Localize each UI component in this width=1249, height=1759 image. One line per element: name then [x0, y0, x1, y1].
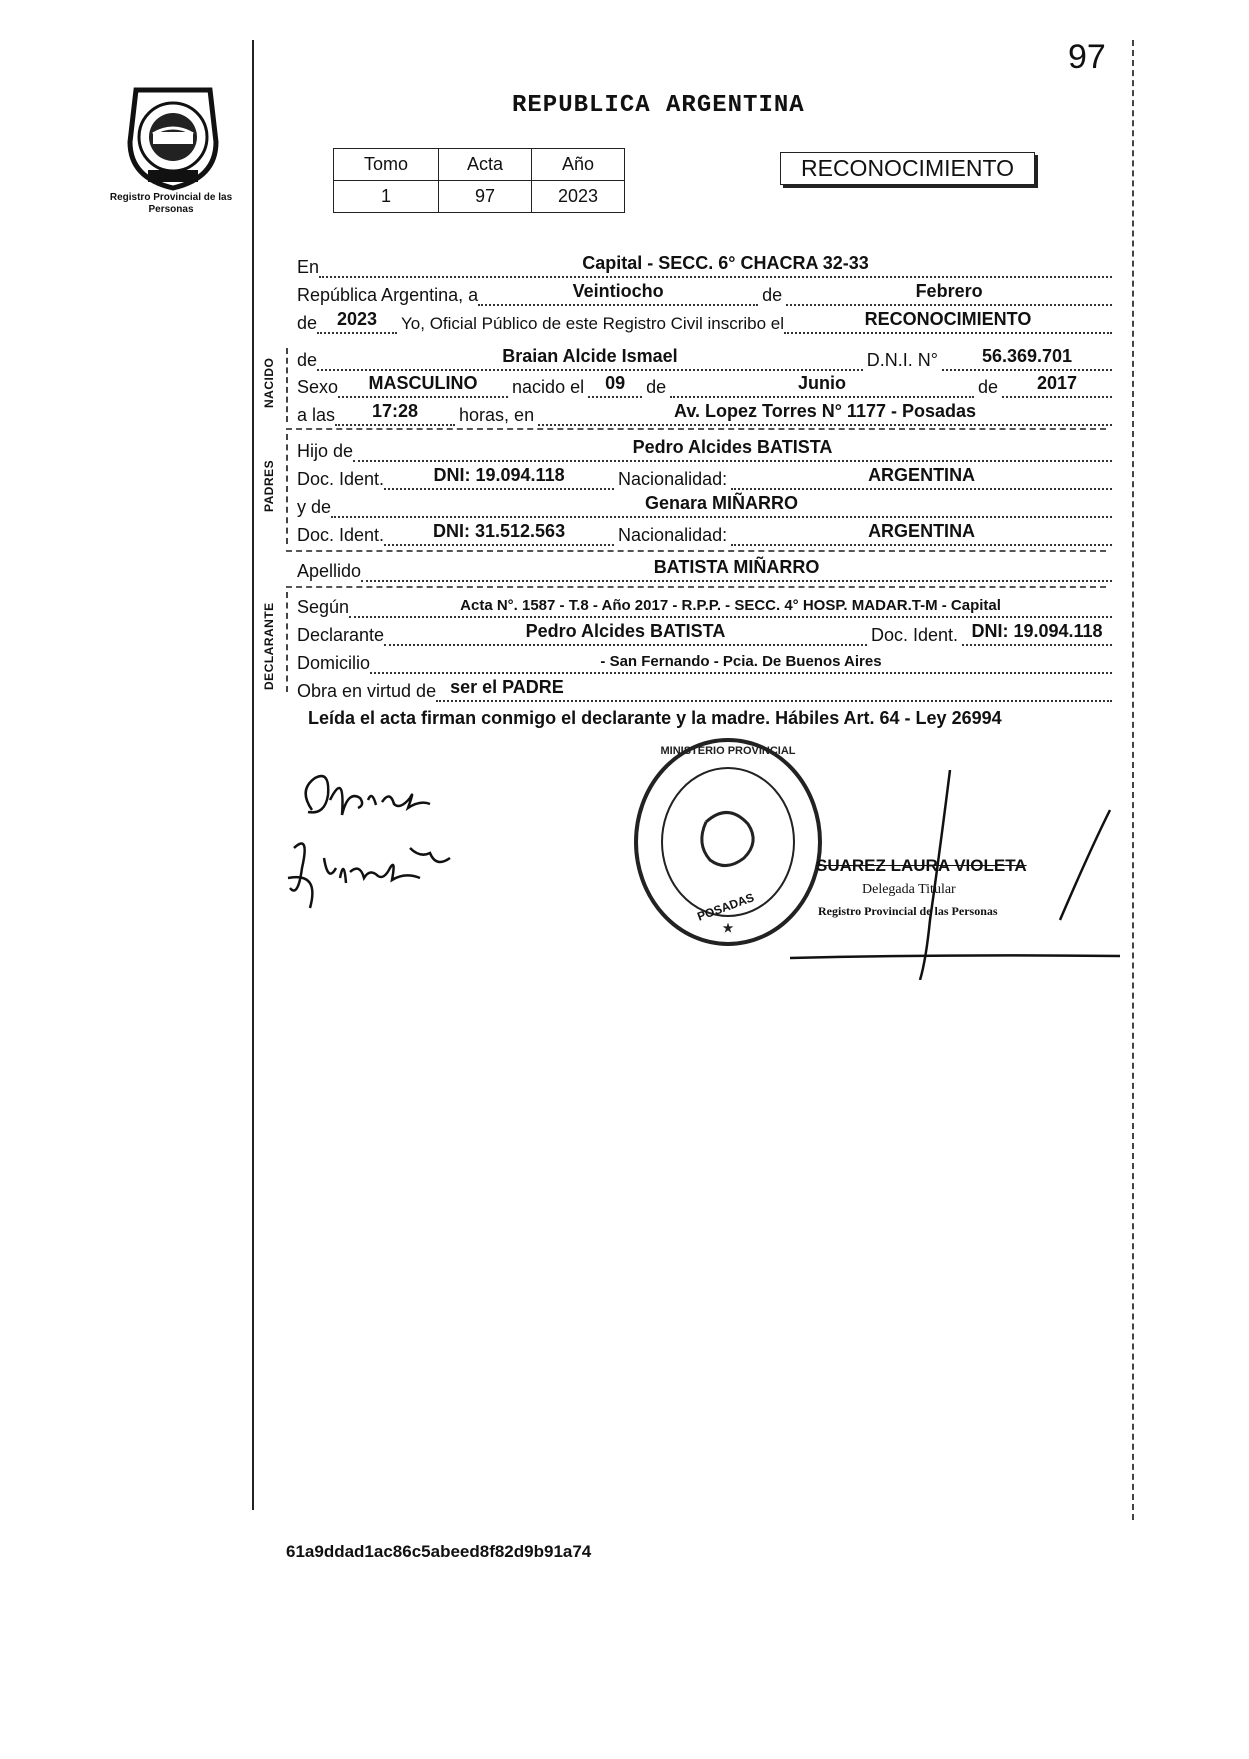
sexo-label: Sexo — [297, 377, 339, 397]
father-name-value: Pedro Alcides BATISTA — [632, 437, 833, 457]
stamp-city: POSADAS — [695, 890, 756, 924]
row-fecha — [297, 280, 1112, 306]
name-field — [317, 347, 863, 371]
nacido-bracket — [286, 348, 288, 422]
obra-value: ser el PADRE — [450, 677, 564, 697]
yde-label: y de — [297, 497, 332, 517]
oficial-text: Yo, Oficial Público de este Registro Civil inscribo el — [401, 314, 785, 333]
apellido-value: BATISTA MIÑARRO — [653, 557, 820, 577]
father-doc-field — [384, 466, 614, 490]
mother-nat-field — [731, 522, 1112, 546]
hijo-label: Hijo de — [297, 441, 354, 461]
de-year-label: de — [297, 313, 318, 333]
document-hash: 61a9ddad1ac86c5abeed8f82d9b91a74 — [286, 1542, 592, 1561]
page-number: 97 — [1068, 38, 1106, 76]
dni-value: 56.369.701 — [981, 346, 1073, 366]
svg-text:MINISTERIO PROVINCIAL: MINISTERIO PROVINCIAL — [660, 745, 796, 757]
horas-label: horas, en — [459, 405, 535, 425]
en-value: Capital - SECC. 6° CHACRA 32-33 — [582, 253, 869, 273]
anio-value: 2023 — [532, 181, 625, 213]
segun-field — [349, 594, 1112, 618]
act-value: RECONOCIMIENTO — [864, 309, 1032, 329]
row-hora — [297, 400, 1112, 426]
obra-field — [436, 678, 1112, 702]
act-field — [784, 310, 1112, 334]
official-role: Delegada Titular — [862, 882, 956, 897]
declarante-doc-field — [962, 622, 1112, 646]
separator-apellido — [286, 586, 1106, 588]
side-label-padres: PADRES — [262, 459, 276, 512]
republica-label: República Argentina, a — [297, 285, 479, 305]
row-madre-doc — [297, 520, 1112, 546]
mother-doc-field — [384, 522, 614, 546]
apellido-label: Apellido — [297, 561, 362, 581]
row-obra — [297, 676, 1112, 702]
acta-value: 97 — [439, 181, 532, 213]
side-label-nacido: NACIDO — [262, 357, 276, 408]
row-inscribo — [297, 308, 1112, 334]
de-label: de — [762, 285, 783, 305]
declarante-field — [384, 622, 867, 646]
day-field — [478, 282, 758, 306]
birth-day-field — [588, 374, 642, 398]
signature-madre — [280, 828, 470, 918]
official-name: SUAREZ LAURA VIOLETA — [816, 856, 1027, 875]
row-padre-doc — [297, 464, 1112, 490]
declarante-bracket — [286, 592, 288, 692]
birth-year-value: 2017 — [1036, 373, 1078, 393]
domicilio-value: - San Fernando - Pcia. De Buenos Aires — [600, 653, 882, 670]
en-field — [319, 254, 1112, 278]
side-label-declarante: DECLARANTE — [262, 602, 276, 690]
name-value: Braian Alcide Ismael — [502, 346, 678, 366]
row-declarante — [297, 620, 1112, 646]
day-value: Veintiocho — [572, 281, 664, 301]
registry-seal-logo — [118, 82, 228, 192]
separator-padres — [286, 550, 1106, 552]
mother-field — [331, 494, 1112, 518]
obra-label: Obra en virtud de — [297, 681, 437, 701]
row-madre — [297, 492, 1112, 518]
father-doc-label: Doc. Ident. — [297, 469, 385, 489]
acta-header: Acta — [439, 149, 532, 181]
mother-nat-label: Nacionalidad: — [618, 525, 728, 545]
dni-field — [942, 347, 1112, 371]
de-name-label: de — [297, 350, 318, 370]
father-doc-value: DNI: 19.094.118 — [433, 465, 565, 485]
place-value: Av. Lopez Torres N° 1177 - Posadas — [674, 401, 977, 421]
row-domicilio — [297, 648, 1112, 674]
mother-nat-value: ARGENTINA — [868, 521, 976, 541]
separator-nacido — [286, 428, 1106, 430]
declarante-label: Declarante — [297, 625, 385, 645]
tomo-value: 1 — [334, 181, 439, 213]
place-field — [538, 402, 1112, 426]
right-margin-line — [1132, 40, 1134, 1520]
svg-text:★: ★ — [722, 921, 734, 935]
registry-name: Registro Provincial de las Personas — [109, 192, 233, 215]
closing-statement: Leída el acta firman conmigo el declarante y la madre. Hábiles Art. 64 - Ley 26994 — [308, 708, 1002, 728]
row-padre — [297, 436, 1112, 462]
a-las-label: a las — [297, 405, 336, 425]
declarante-doc-label: Doc. Ident. — [870, 625, 958, 645]
sexo-field — [338, 374, 508, 398]
mother-doc-label: Doc. Ident. — [297, 525, 385, 545]
de-month-label: de — [646, 377, 667, 397]
mother-name-value: Genara MIÑARRO — [645, 493, 799, 513]
birth-month-value: Junio — [798, 373, 847, 393]
month-value: Febrero — [915, 281, 983, 301]
father-nat-label: Nacionalidad: — [618, 469, 728, 489]
declarante-value: Pedro Alcides BATISTA — [525, 621, 726, 641]
segun-value: Acta N°. 1587 - T.8 - Año 2017 - R.P.P. - SECC. 4° HOSP. MADAR.T-M - Capital — [460, 597, 1001, 614]
birth-day-value: 09 — [605, 373, 626, 393]
act-type-box: RECONOCIMIENTO — [780, 152, 1035, 185]
de-year2-label: de — [977, 377, 998, 397]
sexo-value: MASCULINO — [368, 373, 478, 393]
reference-table — [333, 148, 625, 213]
segun-label: Según — [297, 597, 350, 617]
anio-header: Año — [532, 149, 625, 181]
father-nat-value: ARGENTINA — [868, 465, 976, 485]
row-apellido — [297, 556, 1112, 582]
birth-month-field — [670, 374, 974, 398]
official-org: Registro Provincial de las Personas — [818, 904, 998, 918]
nacido-label: nacido el — [512, 377, 585, 397]
row-segun — [297, 592, 1112, 618]
padres-bracket — [286, 434, 288, 544]
father-nat-field — [731, 466, 1112, 490]
time-field — [335, 402, 455, 426]
row-nombre — [297, 345, 1112, 371]
dni-label: D.N.I. N° — [866, 350, 938, 370]
month-field — [786, 282, 1112, 306]
tomo-header: Tomo — [334, 149, 439, 181]
declarante-doc-value: DNI: 19.094.118 — [971, 621, 1103, 641]
mother-doc-value: DNI: 31.512.563 — [433, 521, 566, 541]
year-value: 2023 — [337, 309, 378, 329]
en-label: En — [297, 257, 320, 277]
domicilio-field — [370, 650, 1112, 674]
father-field — [353, 438, 1112, 462]
row-en — [297, 252, 1112, 278]
time-value: 17:28 — [372, 401, 419, 421]
domicilio-label: Domicilio — [297, 653, 371, 673]
left-margin-line — [252, 40, 254, 1510]
signature-declarante — [290, 760, 460, 830]
row-sexo — [297, 372, 1112, 398]
document-title: REPUBLICA ARGENTINA — [512, 92, 805, 119]
apellido-field — [361, 558, 1112, 582]
year-field — [317, 310, 397, 334]
birth-year-field — [1002, 374, 1112, 398]
